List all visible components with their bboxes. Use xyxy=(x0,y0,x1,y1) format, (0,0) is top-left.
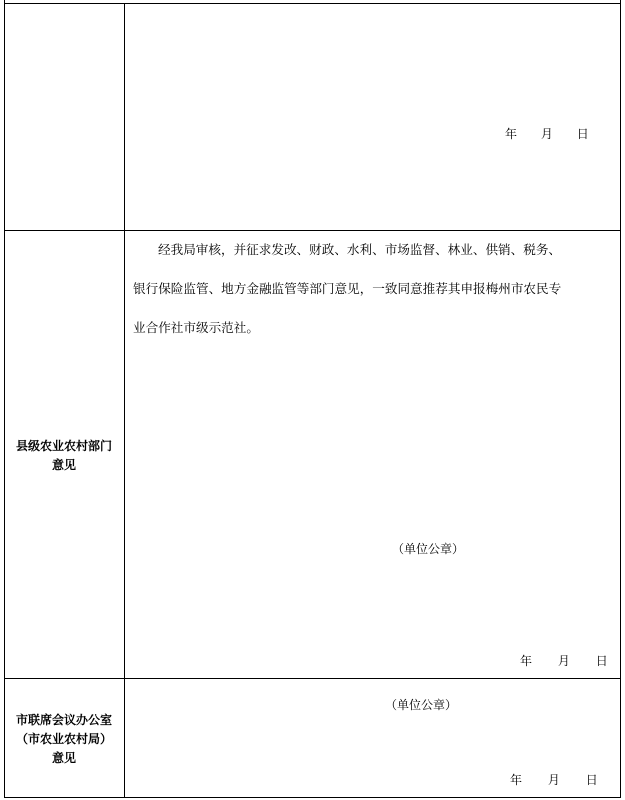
opinion-line: 银行保险监管、地方金融监管等部门意见，一致同意推荐其申报梅州市农民专 xyxy=(133,281,562,296)
label-line: 意见 xyxy=(51,751,76,765)
year-label: 年 xyxy=(510,773,523,787)
opinion-line: 业合作社市级示范社。 xyxy=(133,320,259,335)
county-department-label xyxy=(5,437,123,475)
label-line: 县级农业农村部门 xyxy=(15,439,112,453)
label-line: 市联席会议办公室 xyxy=(15,713,112,727)
year-label: 年 xyxy=(520,654,533,668)
label-line: 意见 xyxy=(51,458,76,472)
table-bottom-border xyxy=(4,797,621,798)
city-row-date xyxy=(510,771,598,788)
county-row-date xyxy=(520,652,608,669)
table-right-border xyxy=(620,0,621,798)
column-divider xyxy=(124,3,125,798)
day-label: 日 xyxy=(576,127,589,141)
table-top-border xyxy=(4,3,621,4)
opinion-line: 经我局审核，并征求发改、财政、水利、市场监督、林业、供销、税务、 xyxy=(158,242,561,257)
label-line: （市农业农村局） xyxy=(15,732,112,746)
month-label: 月 xyxy=(540,127,553,141)
day-label: 日 xyxy=(595,654,608,668)
month-label: 月 xyxy=(557,654,570,668)
month-label: 月 xyxy=(547,773,560,787)
city-seal-note: （单位公章） xyxy=(385,698,458,712)
county-opinion-text xyxy=(133,230,621,347)
top-row-date xyxy=(505,125,589,142)
table-left-border xyxy=(4,0,5,798)
day-label: 日 xyxy=(585,773,598,787)
row-divider-2 xyxy=(4,678,621,679)
year-label: 年 xyxy=(505,127,518,141)
city-office-label xyxy=(5,711,123,768)
county-seal-note: （单位公章） xyxy=(392,542,465,556)
